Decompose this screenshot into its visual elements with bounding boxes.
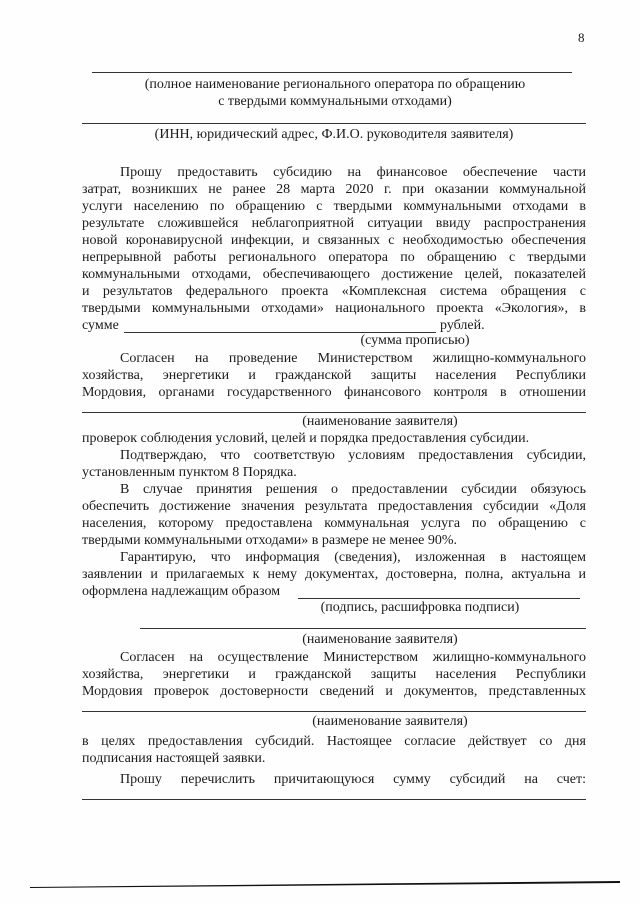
sum-words-caption: (сумма прописью) — [360, 333, 470, 348]
sum-prefix: сумме — [82, 318, 119, 333]
para1-line: новой коронавирусной инфекции, и связанных с необходимостью обеспечения — [82, 233, 586, 248]
para4-line: обеспечить достижение значения результата предоставления субсидии «Доля — [82, 499, 586, 514]
sum-suffix: рублей. — [440, 318, 485, 333]
para1-line: затрат, возникших не ранее 28 марта 2020 г. при оказании коммунальной — [82, 182, 586, 197]
operator-name-line — [92, 72, 572, 73]
para1-line: твердыми коммунальными отходами» национального проекта «Экология», в — [82, 301, 586, 316]
para5-line: заявлении и прилагаемых к нему документах, достоверна, полна, актуальна и — [82, 567, 586, 582]
para6-end: подписания настоящей заявки. — [82, 751, 266, 766]
page-number: 8 — [578, 30, 585, 45]
para5-end: оформлена надлежащим образом — [82, 584, 281, 599]
operator-caption-line1: (полное наименование регионального оператора по обращению — [144, 77, 526, 92]
inn-line — [82, 123, 586, 124]
para6-line: Мордовия проверок достоверности сведений и документов, представленных — [82, 684, 586, 699]
para2-line: Мордовия, органами государственного финансового контроля в отношении — [82, 385, 586, 400]
para5-line: Гарантирую, что информация (сведения), изложенная в настоящем — [120, 550, 586, 565]
account-line — [82, 799, 586, 800]
operator-caption-line2: с твердыми коммунальными отходами) — [218, 94, 452, 109]
applicant-caption-2: (наименование заявителя) — [302, 632, 458, 647]
para3-end: установленным пунктом 8 Порядка. — [82, 465, 297, 480]
para4-line: населения, которому предоставлена коммунальная услуга по обращению с — [82, 516, 586, 531]
signature-caption: (подпись, расшифровка подписи) — [320, 600, 520, 615]
para2-line: Согласен на проведение Министерством жилищно-коммунального — [120, 351, 586, 366]
para6-line: в целях предоставления субсидий. Настоящее согласие действует со дня — [82, 734, 586, 749]
para1-line: коммунальными отходами, обеспечивающего достижение целей, показателей — [82, 267, 586, 282]
para1-line: Прошу предоставить субсидию на финансовое обеспечение части — [120, 165, 586, 180]
applicant-caption-3: (наименование заявителя) — [312, 714, 468, 729]
signature-line — [298, 598, 580, 599]
applicant-caption-1: (наименование заявителя) — [302, 414, 458, 429]
scan-edge-stroke — [30, 880, 620, 888]
para2-end: проверок соблюдения условий, целей и порядка предоставления субсидии. — [82, 431, 530, 446]
para6-line: хозяйства, энергетики и гражданской защиты населения Республики — [82, 667, 586, 682]
para7-line: Прошу перечислить причитающуюся сумму субсидий на счет: — [120, 772, 586, 787]
para1-line: непрерывной работы регионального оператора по обращению с твердыми — [82, 250, 586, 265]
para1-line: и результатов федерального проекта «Комплексная система обращения с — [82, 284, 586, 299]
applicant-line-3 — [82, 711, 586, 712]
para2-line: хозяйства, энергетики и гражданской защиты населения Республики — [82, 368, 586, 383]
applicant-line-1 — [82, 412, 586, 413]
inn-caption: (ИНН, юридический адрес, Ф.И.О. руководителя заявителя) — [154, 127, 514, 142]
para4-end: твердыми коммунальными отходами» в размере не менее 90%. — [82, 533, 458, 548]
para1-line: результате сложившейся неблагоприятной ситуации ввиду распространения — [82, 216, 586, 231]
para4-line: В случае принятия решения о предоставлении субсидии обязуюсь — [120, 482, 586, 497]
applicant-line-2 — [140, 628, 586, 629]
para3-line: Подтверждаю, что соответствую условиям предоставления субсидии, — [120, 448, 586, 463]
para6-line: Согласен на осуществление Министерством жилищно-коммунального — [120, 650, 586, 665]
para1-line: услуги населению по обращению с твердыми коммунальными отходами в — [82, 199, 586, 214]
